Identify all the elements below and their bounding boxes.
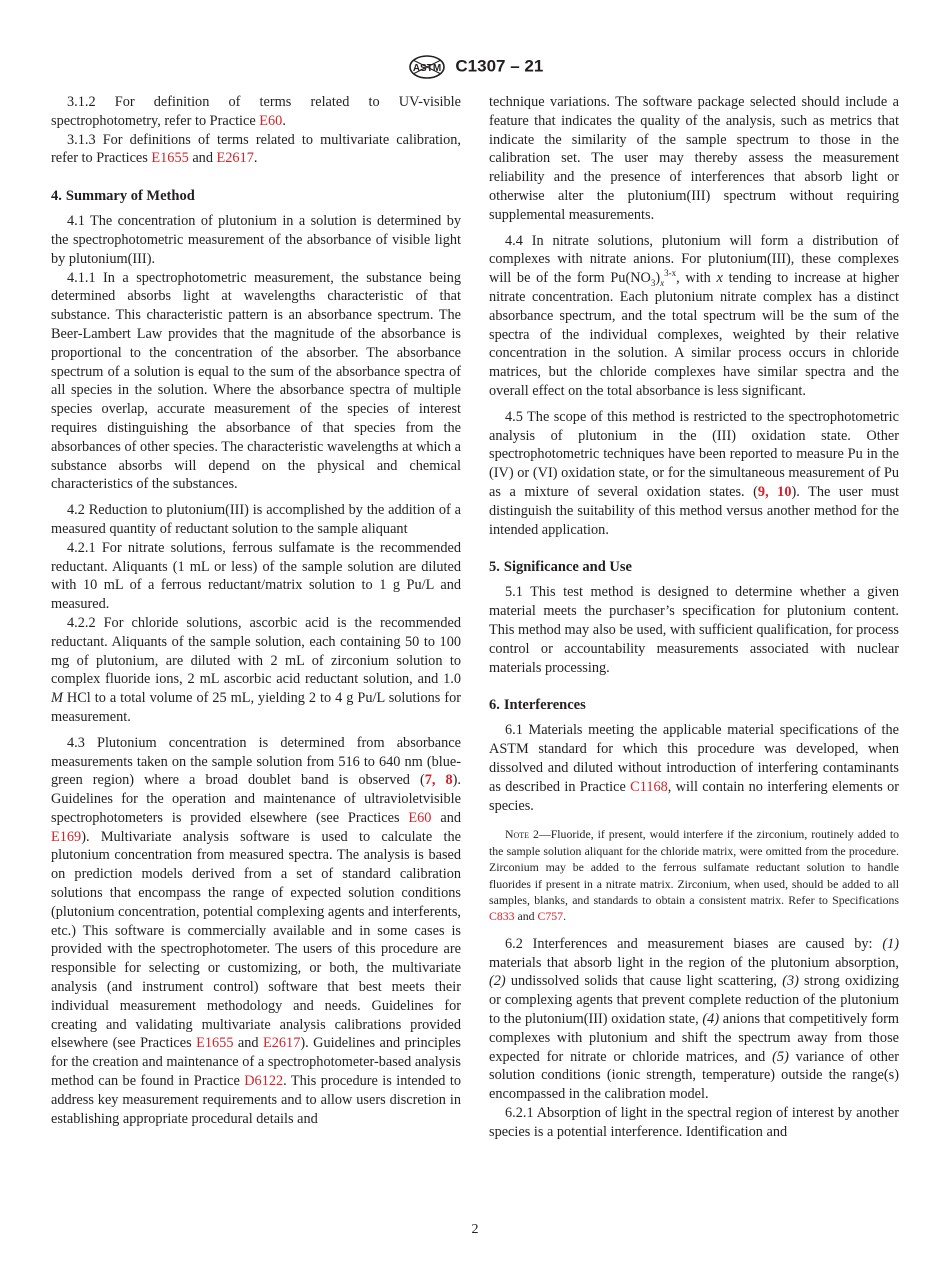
paragraph-4-4: 4.4 In nitrate solutions, plutonium will form a distribution of complexes with nitrate anions. For plutonium(III), these complexes will be of the form $Pu(NO_3)_x^{3-x}$, with x tending to increase at higher nitrate concentration. Each plutonium nitrate complex has a distinct absorbance spectrum, and the total spectrum will be the sum of the spectra of the individual complexes, weighted by their relative concentration in the solution. A similar process occurs in chloride matrices, but the chloride complexes have similar spectra and the overall effect on the total absorbance is less significant.: [489, 232, 899, 399]
paragraph-4-1: 4.1 The concentration of plutonium in a solution is determined by the spectrophotometric measurement of the absorbance of visible light by plutonium(III).: [51, 213, 461, 267]
link-e60[interactable]: E60: [259, 112, 283, 129]
reference-link-7-8[interactable]: 7, 8: [424, 772, 453, 789]
paragraph-4-3-continued: technique variations. The software package selected should include a feature that indicates the quality of the analysis, such as metrics that indicate the similarity of the sample spectrum to those in the calibration set. The user may thereby assess the measurement reliability and the presence of interferences that absorb light or otherwise alter the plutonium(III) spectrum without requiring supplemental measurements.: [489, 94, 899, 223]
paragraph-5-1: 5.1 This test method is designed to determine whether a given material meets the purchaser’s specification for plutonium content. This method may also be used, with sufficient qualification, for process control or accountability measurements associated with nuclear materials processing.: [489, 584, 899, 676]
paragraph-6-2: 6.2 Interferences and measurement biases are caused by: (1) materials that absorb light in the region of the plutonium absorption, (2) undissolved solids that cause light scattering, (3) strong oxidizing or complexing agents that prevent complete reduction of the plutonium to the plutonium(III) oxidation state, (4) anions that competitively form complexes with plutonium and shift the spectrum away from those expected for nitrate or chloride matrices, and (5) variance of other solution conditions (ionic strength, temperature) outside the range(s) encompassed in the calibration model.: [489, 935, 900, 1103]
paragraph-4-3: 4.3 Plutonium concentration is determined from absorbance measurements taken on the sample solution from 516 to 640 nm (blue-green region) where a broad doublet band is observed (7, 8). Guidelines for the operation and maintenance of ultravioletvisible spectrophotometers is provided elsewhere (see Practices E60 and E169). Multivariate analysis software is used to calculate the plutonium concentration from measured spectra. The analysis is based on prediction models derived from a set of standard calibration solutions that encompass the range of expected solution conditions (plutonium concentration, potential complexing agents and interferents, etc.) This software is commercially available and in some cases is provided with the spectrophotometer. The users of this procedure are responsible for selecting or customizing, or both, the multivariate analysis (and instrument control) software that best meets their individual measurement methodology and needs. Guidelines for creating and validating multivariate analysis calibrations provided elsewhere (see Practices E1655 and E2617). Guidelines and principles for the creation and maintenance of a spectrophotometer-based analysis method can be found in Practice D6122. This procedure is intended to address key measurement requirements and to allow users discretion in establishing appropriate procedural details and: [51, 734, 461, 1127]
link-e2617[interactable]: E2617: [216, 150, 254, 167]
section-heading-interferences: 6. Interferences: [489, 697, 586, 714]
paragraph-3-1-2: 3.1.2 For definition of terms related to UV-visible spectrophotometry, refer to Practice E60.: [51, 94, 461, 129]
link-d6122[interactable]: D6122: [244, 1073, 284, 1090]
note-2: Note 2—Fluoride, if present, would interfere if the zirconium, routinely added to the sample solution aliquant for the chloride matrix, were omitted from the procedure. Zirconium may be added to the ferrous sulfamate reductant solution to handle fluorides if present in a nitrate matrix. Zirconium, when used, should be added to all samples, blanks, and standards to obtain a consistent matrix. Refer to Specifications C833 and C757.: [489, 827, 900, 924]
link-c833[interactable]: C833: [489, 909, 515, 924]
paragraph-4-5: 4.5 The scope of this method is restricted to the spectrophotometric analysis of plutonium in the (III) oxidation state. Other spectrophotometric techniques have been reported to measure Pu in the (IV) or (VI) oxidation state, or for the simultaneous measurement of Pu as a mixture of several oxidation states. (9, 10). The user must distinguish the suitability of this method versus another method for the intended application.: [489, 408, 899, 538]
page-number: 2: [471, 1222, 479, 1237]
right-column: [489, 93, 899, 1142]
reference-link-9-10[interactable]: 9, 10: [757, 483, 792, 500]
section-heading-significance: 5. Significance and Use: [489, 559, 632, 576]
page-header: [0, 54, 950, 80]
paragraph-6-1: 6.1 Materials meeting the applicable material specifications of the ASTM standard for which this procedure was developed, when dissolved and diluted without introduction of interfering contaminants as described in Practice C1168, will contain no interfering elements or species.: [489, 722, 899, 814]
section-heading-summary: 4. Summary of Method: [51, 188, 195, 205]
paragraph-4-1-1: 4.1.1 In a spectrophotometric measurement, the substance being determined absorbs light at wavelengths characteristic of that substance. This characteristic pattern is an absorbance spectrum. The Beer-Lambert Law provides that the magnitude of the absorbance is proportional to the concentration of the absorber. The absorbance spectrum of a solution is equal to the sum of the absorbance spectra of all species in the solution. Where the absorbance spectra of multiple species overlap, accurate measurement of the species of interest requires distinguishing the absorbance of that species from the absorbances of other species. The characteristic wavelengths at which a substance absorbs will depend on the physical and chemical characteristics of the substances.: [51, 269, 461, 493]
link-c757[interactable]: C757: [537, 909, 564, 924]
link-c1168[interactable]: C1168: [630, 778, 668, 795]
link-e2617[interactable]: E2617: [263, 1035, 301, 1052]
paragraph-4-2-2: 4.2.2 For chloride solutions, ascorbic acid is the recommended reductant. Aliquants of the sample solution, each containing 50 to 100 mg of plutonium, are diluted with 2 mL of zirconium solution to complex fluoride ions, 2 mL ascorbic acid reductant solution, and 1.0 M HCl to a total volume of 25 mL, yielding 2 to 4 g Pu/L solutions for measurement.: [51, 614, 461, 725]
paragraph-6-2-1: 6.2.1 Absorption of light in the spectral region of interest by another species is a potential interference. Identification and: [489, 1104, 899, 1140]
document-designation: C1307 – 21: [455, 56, 544, 76]
link-e1655[interactable]: E1655: [196, 1035, 234, 1052]
link-e1655[interactable]: E1655: [151, 150, 189, 167]
left-column: [51, 93, 461, 1128]
paragraph-3-1-3: 3.1.3 For definitions of terms related to multivariate calibration, refer to Practices E1655 and E2617.: [51, 131, 461, 167]
astm-logo-icon: [407, 54, 447, 80]
paragraph-4-2-1: 4.2.1 For nitrate solutions, ferrous sulfamate is the recommended reductant. Aliquants (1 mL or less) of the sample solution are diluted with 10 mL of a ferrous reductant/matrix solution to 1 g Pu/L and measured.: [51, 539, 461, 613]
link-e169[interactable]: E169: [51, 828, 82, 845]
svg-text:ASTM: ASTM: [412, 63, 441, 74]
link-e60[interactable]: E60: [408, 809, 432, 826]
paragraph-4-2: 4.2 Reduction to plutonium(III) is accomplished by the addition of a measured quantity of reductant solution to the sample aliquant: [51, 502, 461, 537]
